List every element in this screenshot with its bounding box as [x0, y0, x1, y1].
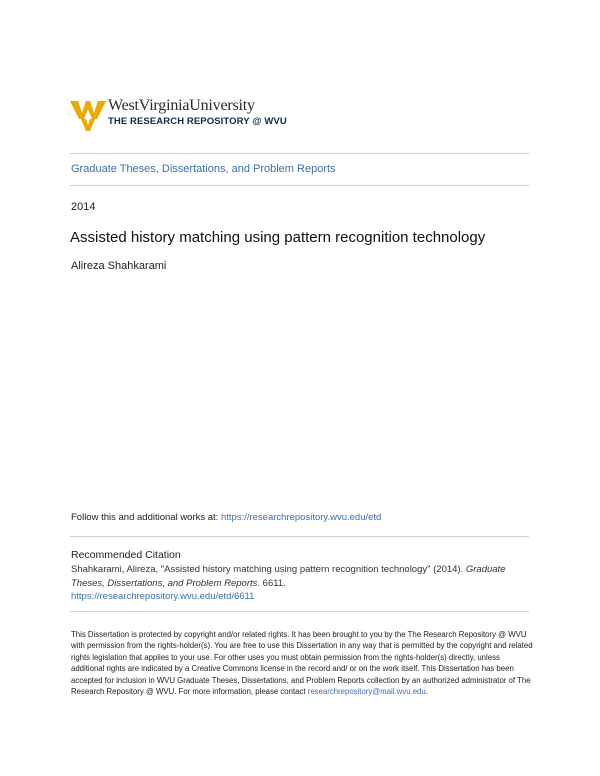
dissertation-title: Assisted history matching using pattern recognition technology — [70, 229, 486, 246]
citation-number: . 6611. — [257, 577, 286, 589]
contact-email-link[interactable]: researchrepository@mail.wvu.edu — [307, 687, 426, 697]
citation-text — [71, 563, 531, 604]
rights-text: This Dissertation is protected by copyright and/or related rights. It has been brought to you by the The Research Repository @ WVU with permission from the rights-holder(s). You are free to use this Dissertation in any way that is permitted by the copyright and related rights legislation that applies to your use. For other uses you must obtain permission from the rights-holder(s) directly, unless additional rights are indicated by a Creative Commons license in the record and/ or on the work itself. This Dissertation has been accepted for inclusion in WVU Graduate Theses, Dissertations, and Problem Reports collection by an authorized administrator of The Research Repository @ WVU. For more information, please contact — [71, 630, 533, 697]
top-divider — [70, 153, 529, 154]
recommended-citation-heading: Recommended Citation — [71, 549, 181, 561]
follow-line — [71, 512, 381, 523]
university-name: WestVirginiaUniversity — [108, 97, 255, 114]
citation-divider — [70, 611, 529, 612]
follow-divider — [70, 536, 529, 537]
collection-link[interactable]: Graduate Theses, Dissertations, and Problem Reports — [71, 163, 336, 175]
author-name: Alireza Shahkarami — [71, 260, 167, 272]
citation-main: Shahkarami, Alireza, "Assisted history matching using pattern recognition technology" (2014). — [71, 564, 466, 575]
publication-year: 2014 — [71, 201, 96, 213]
wvu-logo[interactable] — [70, 97, 290, 137]
collection-divider — [70, 185, 529, 186]
rights-end: . — [425, 687, 428, 697]
repository-name: THE RESEARCH REPOSITORY @ WVU — [108, 116, 287, 127]
rights-statement — [71, 629, 533, 697]
citation-series: Graduate Theses, Dissertations, and Problem Reports — [71, 564, 506, 589]
citation-link[interactable]: https://researchrepository.wvu.edu/etd/6611 — [71, 591, 255, 602]
flying-wv-icon — [70, 97, 106, 133]
repository-link[interactable]: https://researchrepository.wvu.edu/etd — [220, 512, 382, 523]
follow-text: Follow this and additional works at: — [71, 512, 221, 523]
